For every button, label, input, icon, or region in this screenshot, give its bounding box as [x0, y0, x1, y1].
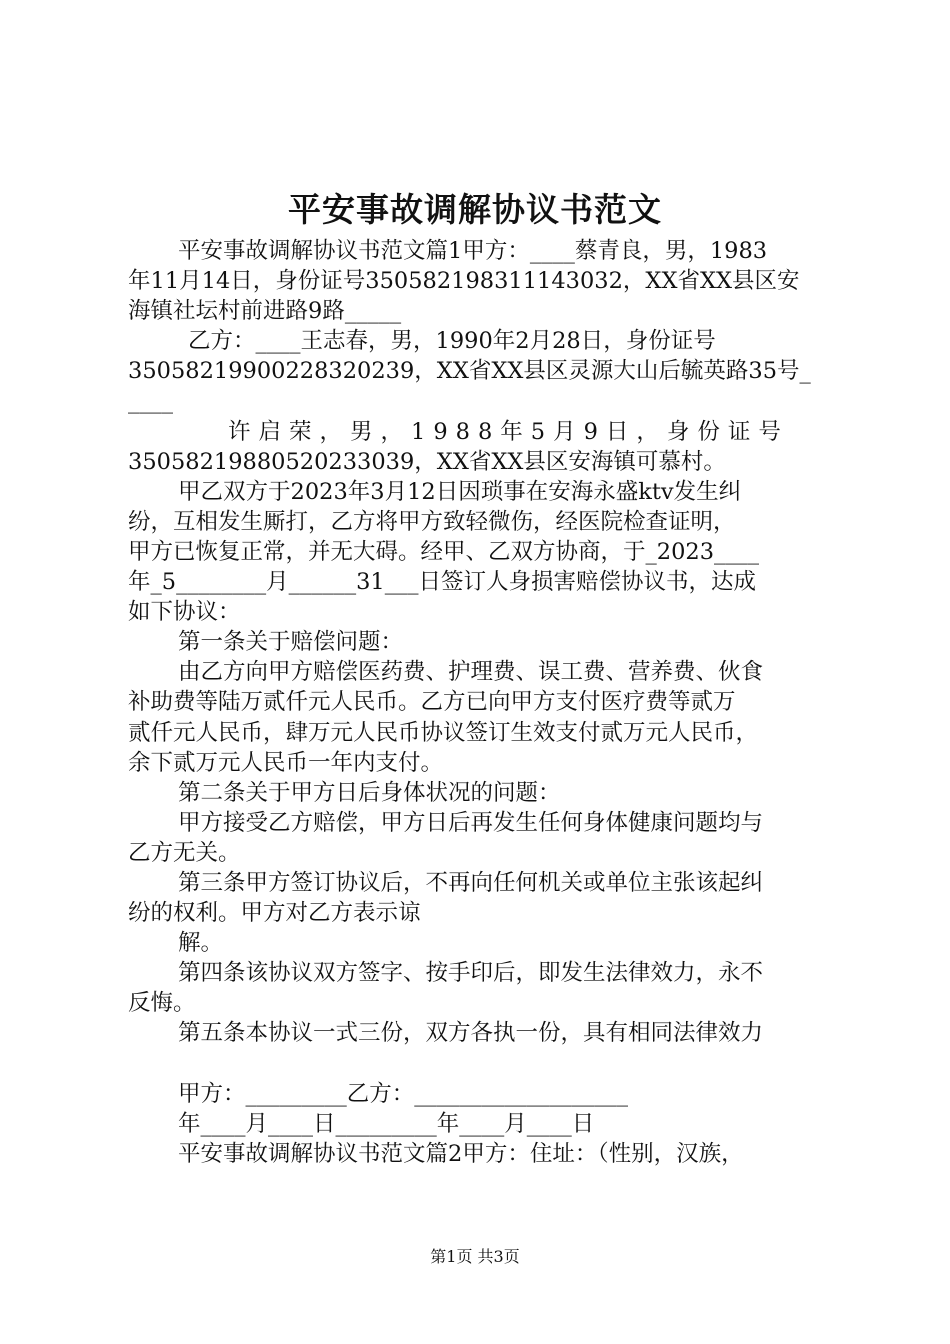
para-line: 海镇社坛村前进路9路_____ — [128, 298, 402, 325]
para-line: 许启荣，男，1988年5月9日，身份证号 — [228, 418, 789, 445]
para-line: 第五条本协议一式三份，双方各执一份，具有相同法律效力 — [178, 1020, 764, 1047]
document-body — [128, 236, 828, 1169]
para-line: 平安事故调解协议书范文篇1甲方：____蔡青良，男，1983 — [178, 238, 768, 264]
document-title: 平安事故调解协议书范文 — [288, 190, 662, 229]
para-line: 第一条关于赔偿问题： — [178, 629, 404, 656]
para-line: 纷的权利。甲方对乙方表示谅 — [128, 900, 421, 927]
para-line: 平安事故调解协议书范文篇2甲方：住址：（性别，汉族， — [178, 1140, 744, 1167]
para-line: 第三条甲方签订协议后，不再向任何机关或单位主张该起纠 — [178, 869, 764, 896]
para-line: 余下贰万元人民币一年内支付。 — [128, 749, 444, 776]
para-line: 甲方已恢复正常，并无大碍。经甲、乙双方协商，于_2023____ — [128, 538, 760, 565]
para-line: 第二条关于甲方日后身体状况的问题： — [178, 779, 561, 806]
signature-line: 甲方：_________乙方：___________________ — [178, 1080, 629, 1107]
para-line: 年_5________月______31___日签订人身损害赔偿协议书，达成 — [128, 569, 756, 596]
para-line: 解。 — [178, 930, 224, 957]
para-line: 年11月14日，身份证号350582198311143032，XX省XX县区安 — [128, 268, 800, 295]
para-line: 由乙方向甲方赔偿医药费、护理费、误工费、营养费、伙食 — [178, 659, 764, 686]
para-line: 反悔。 — [128, 990, 196, 1017]
para-line: 纷，互相发生厮打，乙方将甲方致轻微伤，经医院检查证明， — [128, 508, 736, 535]
para-line: ____ — [128, 388, 173, 415]
para-line: 第四条该协议双方签字、按手印后，即发生法律效力，永不 — [178, 960, 764, 987]
page-footer: 第1页 共3页 — [430, 1247, 520, 1266]
para-line: 如下协议： — [128, 599, 241, 626]
para-line: 350582199002283202​39，XX省XX县区灵源大山后毓英路35号_ — [128, 358, 811, 385]
date-line: 年____月____日_________年____月____日 — [178, 1110, 595, 1137]
para-line: 甲方接受乙方赔偿，甲方日后再发生任何身体健康问题均与 — [178, 809, 764, 836]
para-line: 乙方无关。 — [128, 839, 241, 866]
para-line: 乙方：____王志春，男，1990年2月28日，身份证号 — [188, 328, 716, 355]
blank-line — [128, 1049, 828, 1079]
para-line: 甲乙双方于2023年3月12日因琐事在安海永盛ktv发生纠 — [178, 478, 742, 505]
para-line: 补助费等陆万贰仟元人民币。乙方已向甲方支付医疗费等贰万 — [128, 689, 736, 716]
para-line: 350582198805202330​39，XX省XX县区安海镇可慕村。 — [128, 448, 726, 475]
para-line: 贰仟元人民币，肆万元人民币协议签订生效支付贰万元人民币， — [128, 719, 759, 746]
